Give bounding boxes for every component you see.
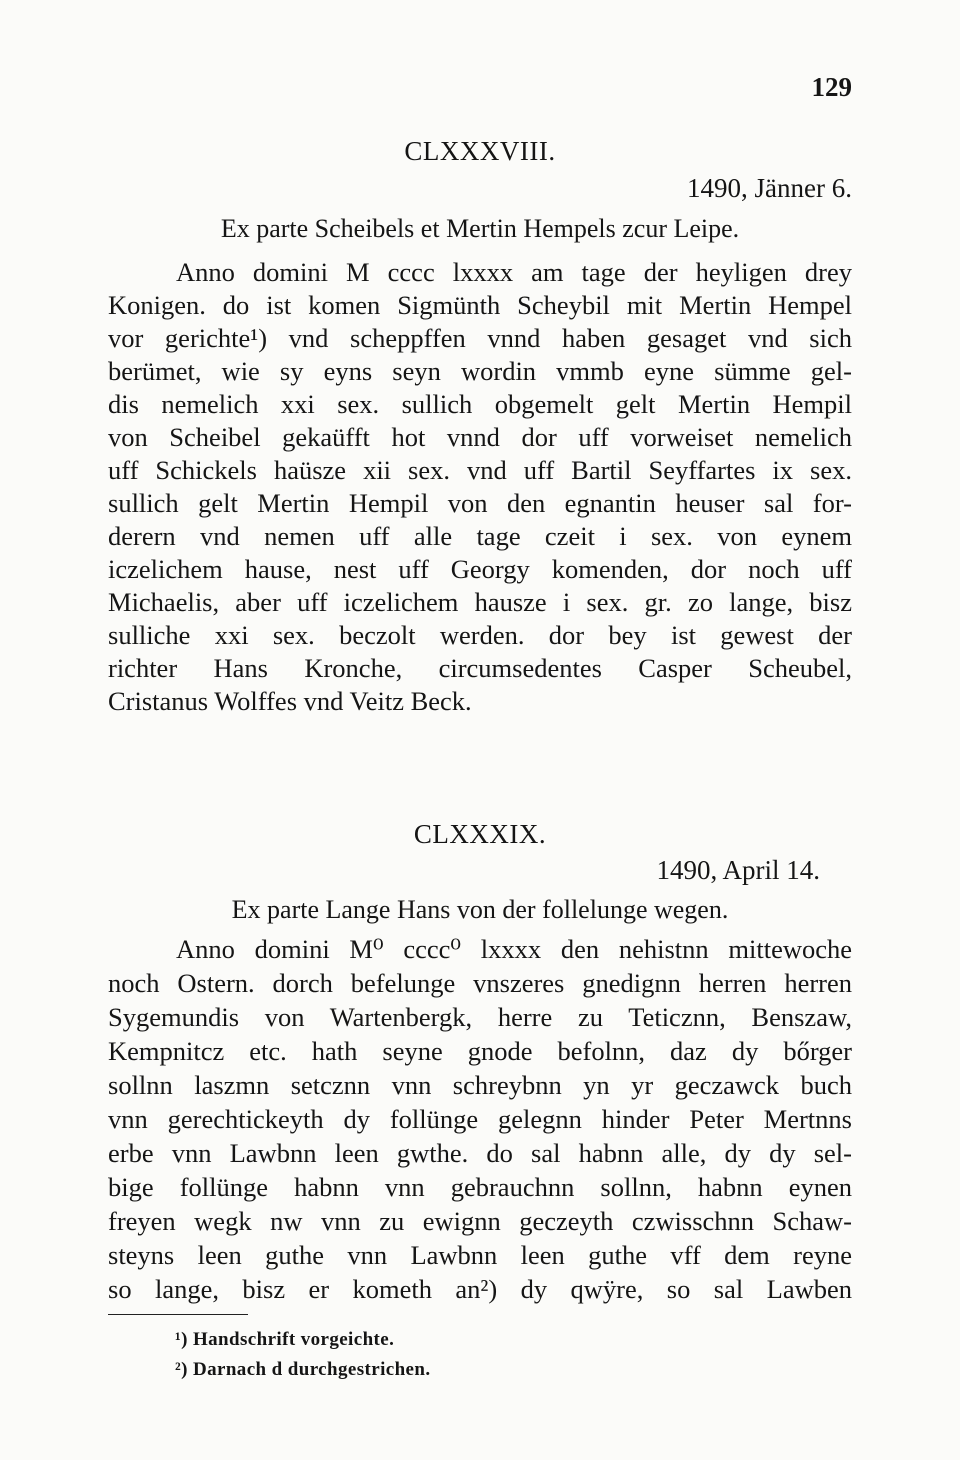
document-title: Ex parte Lange Hans von der follelunge wegen.	[231, 895, 729, 924]
document-date: 1490, Jänner 6.	[687, 173, 852, 203]
text-line: noch Ostern. dorch befelunge vnszeres gnedignn herren herren	[108, 968, 852, 998]
text-line: so lange, bisz er kometh an²) dy qwÿre, so sal Lawben	[108, 1274, 852, 1304]
text-line: derern vnd nemen uff alle tage czeit i sex. von eynem	[108, 521, 852, 551]
text-line: Sygemundis von Wartenbergk, herre zu Teticznn, Benszaw,	[108, 1002, 852, 1032]
text-line: Cristanus Wolffes vnd Veitz Beck.	[108, 686, 472, 716]
document-number: CLXXXIX.	[413, 819, 547, 849]
text-line: Michaelis, aber uff iczelichem hausze i sex. gr. zo lange, bisz	[108, 587, 852, 617]
text-line: vnn gerechtickeyth dy follünge gelegnn hinder Peter Mertnns	[108, 1104, 852, 1134]
text-line: uff Schickels haüsze xii sex. vnd uff Bartil Seyffartes ix sex.	[108, 455, 852, 485]
text-line: sollnn laszmn setcznn vnn schreybnn yn yr geczawck buch	[108, 1070, 852, 1100]
text-line: richter Hans Kronche, circumsedentes Casper Scheubel,	[108, 653, 852, 683]
text-line: Kempnitcz etc. hath seyne gnode befolnn, daz dy bőrger	[108, 1036, 852, 1066]
text-line: vor gerichte¹) vnd scheppffen vnnd haben gesaget vnd sich	[108, 323, 852, 353]
text-line: von Scheibel gekaüfft hot vnnd dor uff vorweiset nemelich	[108, 422, 852, 452]
text-line: iczelichem hause, nest uff Georgy komenden, dor noch uff	[108, 554, 852, 584]
text-line: dis nemelich xxi sex. sullich obgemelt gelt Mertin Hempil	[108, 389, 852, 419]
text-line: berümet, wie sy eyns seyn wordin vmmb eyne sümme gel-	[108, 356, 852, 386]
text-line: bige follünge habnn vnn gebrauchnn sollnn, habnn eynen	[108, 1172, 852, 1202]
text-line: steyns leen guthe vnn Lawbnn leen guthe vff dem reyne	[108, 1240, 852, 1270]
text-line: Konigen. do ist komen Sigmünth Scheybil mit Mertin Hempel	[108, 290, 852, 320]
text-line: Anno domini M⁰ cccc⁰ lxxxx den nehistnn mittewoche	[176, 934, 852, 964]
footnote: ¹) Handschrift vorgeichte.	[175, 1329, 395, 1350]
page-number: 129	[811, 72, 852, 102]
text-line: freyen wegk nw vnn zu ewignn geczeyth czwisschnn Schaw-	[108, 1206, 852, 1236]
text-line: sulliche xxi sex. beczolt werden. dor bey ist gewest der	[108, 620, 852, 650]
document-number: CLXXXVIII.	[404, 136, 556, 166]
document-date: 1490, April 14.	[656, 855, 820, 885]
document-title: Ex parte Scheibels et Mertin Hempels zcur Leipe.	[220, 214, 740, 243]
text-line: sullich gelt Mertin Hempil von den egnantin heuser sal for-	[108, 488, 852, 518]
text-line: Anno domini M cccc lxxxx am tage der heyligen drey	[176, 257, 852, 287]
footnote: ²) Darnach d durchgestrichen.	[175, 1359, 431, 1380]
footnote-rule	[108, 1314, 248, 1315]
text-line: erbe vnn Lawbnn leen gwthe. do sal habnn alle, dy dy sel-	[108, 1138, 852, 1168]
